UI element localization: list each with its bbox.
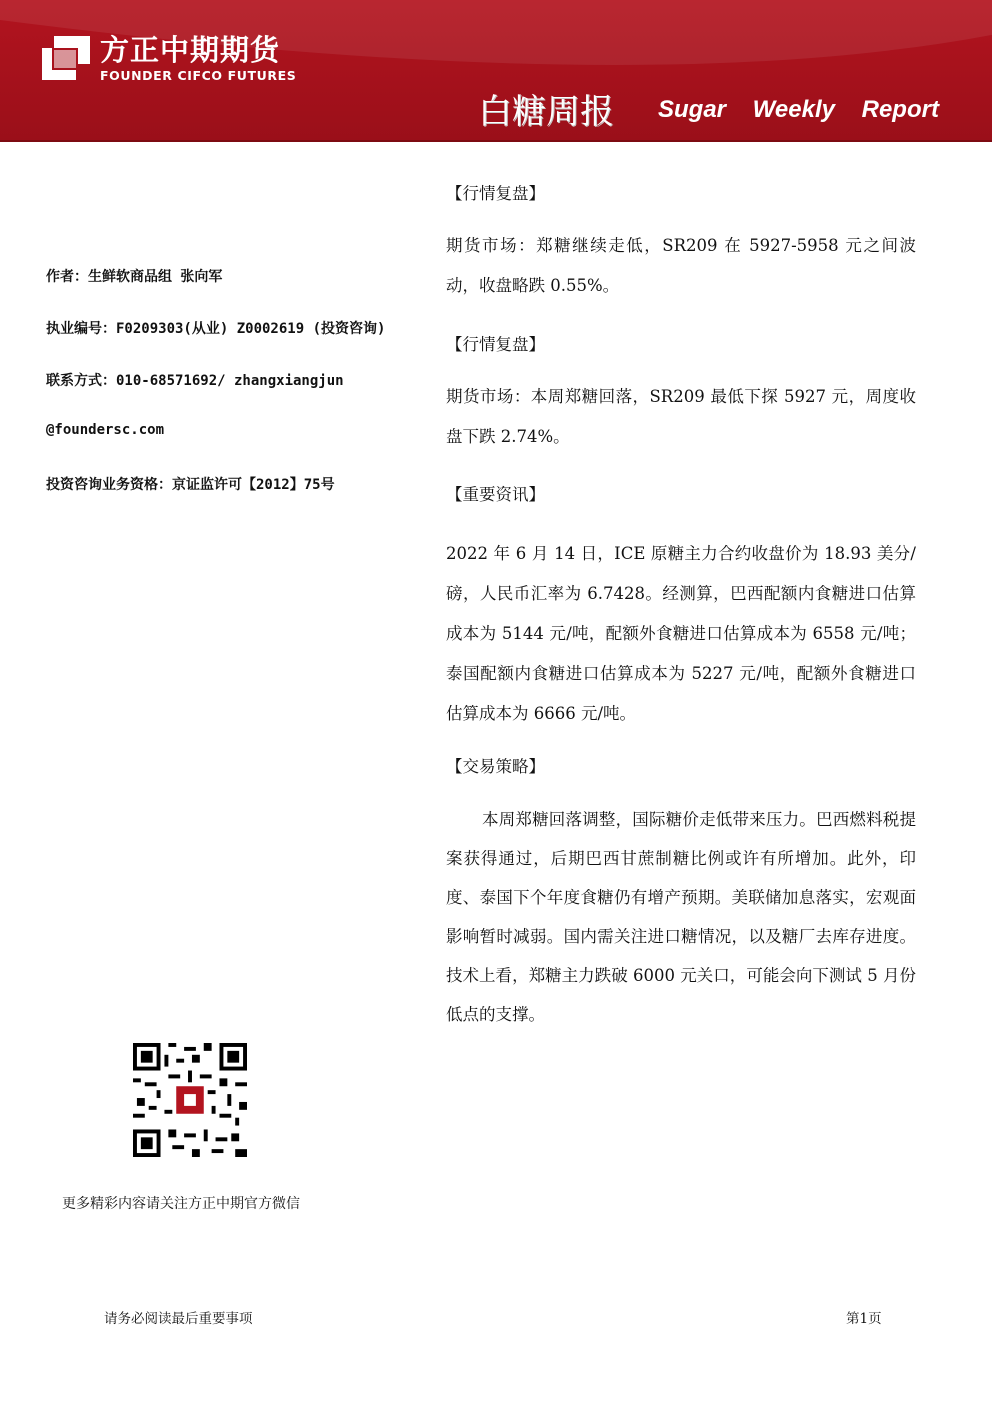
email-line: @foundersc.com [46,422,165,438]
license-line: 执业编号：F0209303(从业) Z0002619 (投资咨询) [46,321,386,337]
header-bottom-rule [0,140,992,142]
report-title-en: Sugar Weekly Report [658,96,939,123]
qualification-line: 投资咨询业务资格：京证监许可【2012】75号 [46,477,335,493]
section-text-market-review-2: 期货市场：本周郑糖回落，SR209 最低下探 5927 元，周度收盘下跌 2.74%。 [446,387,916,446]
section-text-key-news: 2022 年 6 月 14 日，ICE 原糖主力合约收盘价为 18.93 美分/磅，人民币汇率为 6.7428。经测算，巴西配额内食糖进口估算成本为 5144 元/吨，配额外食糖进口估算成本为 6558 元/吨；泰国配额内食糖进口估算成本为 5227 元/吨，配额外食糖进口估算成本为 6666 元/吨。 [446,544,916,723]
report-header [0,0,992,142]
report-title-cn: 白糖周报 [478,92,614,132]
qr-code-icon [133,1043,247,1157]
page-number: 第1页 [846,1311,882,1327]
footer-notice: 请务必阅读最后重要事项 [104,1311,253,1327]
contact-line: 联系方式：010-68571692/ zhangxiangjun [46,373,344,389]
brand-name-en: FOUNDER CIFCO FUTURES [100,68,297,83]
section-heading-trading-strategy: 【交易策略】 [446,757,545,776]
section-heading-market-review-1: 【行情复盘】 [446,184,545,203]
section-text-market-review-1: 期货市场：郑糖继续走低，SR209 在 5927-5958 元之间波动，收盘略跌 0.55%。 [446,236,916,295]
qr-caption: 更多精彩内容请关注方正中期官方微信 [62,1196,300,1212]
section-heading-key-news: 【重要资讯】 [446,485,545,504]
founder-logo-icon [40,34,92,82]
brand-name-cn: 方正中期期货 [100,33,281,67]
section-heading-market-review-2: 【行情复盘】 [446,335,545,354]
section-text-trading-strategy: 本周郑糖回落调整，国际糖价走低带来压力。巴西燃料税提案获得通过，后期巴西甘蔗制糖比例或许有所增加。此外，印度、泰国下个年度食糖仍有增产预期。美联储加息落实，宏观面影响暂时减弱。国内需关注进口糖情况，以及糖厂去库存进度。技术上看，郑糖主力跌破 6000 元关口，可能会向下测试 5 月份低点的支撑。 [446,810,916,1024]
author-line: 作者：生鲜软商品组 张向军 [46,269,223,285]
